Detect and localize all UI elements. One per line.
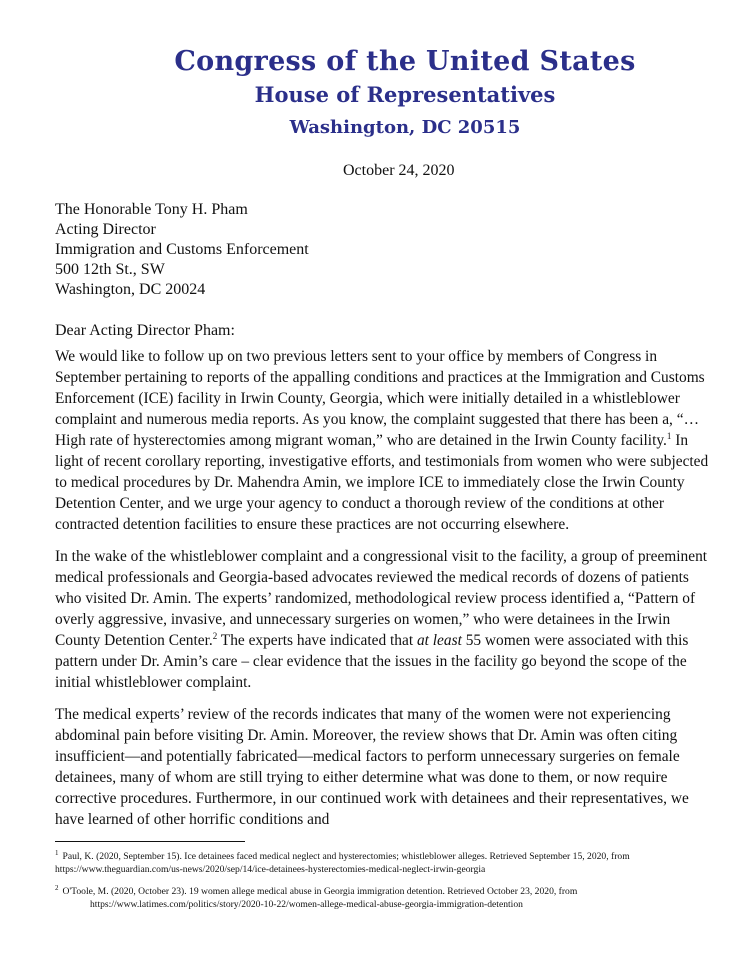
letter-date: October 24, 2020: [343, 162, 455, 179]
footnote-ref-1: 1: [666, 430, 672, 441]
footnote-1: [55, 848, 715, 876]
footnote-ref-2: 2: [212, 630, 218, 641]
paragraph-2: In the wake of the whistleblower complaint and a congressional visit to the facility, a group of preeminent medical professionals and Georgia-based advocates reviewed the medical records of dozens of patients who visited Dr. Amin. The experts’ randomized, methodological review process identified a, “Pattern of overly aggressive, invasive, and unnecessary surgeries on women,” who were detainees in the Irwin County Detention Center.$^2$ The experts have indicated that at least 55 women were associated with this pattern under Dr. Amin’s care – clear evidence that the issues in the facility go beyond the scope of the initial whistleblower complaint.: [55, 548, 708, 691]
footnote-number: 2: [55, 883, 59, 892]
letter-body: [55, 346, 710, 841]
recipient-street: 500 12th St., SW: [55, 261, 165, 278]
letterhead: [0, 44, 750, 142]
footnote-url: https://www.latimes.com/politics/story/2020-10-22/women-allege-medical-abuse-georgia-immigration-detention: [90, 898, 523, 910]
salutation: Dear Acting Director Pham:: [55, 322, 235, 339]
recipient-name: The Honorable Tony H. Pham: [55, 201, 248, 218]
emphasis-at-least: at least: [416, 632, 462, 649]
footnote-number: 1: [55, 848, 59, 857]
letterhead-house: House of Representatives: [254, 82, 556, 107]
footnote-divider: [55, 841, 245, 842]
recipient-title: Acting Director: [55, 221, 156, 238]
recipient-city: Washington, DC 20024: [55, 281, 206, 298]
letterhead-congress: Congress of the United States: [174, 46, 636, 77]
paragraph-1: We would like to follow up on two previous letters sent to your office by members of Congress in September pertaining to reports of the appalling conditions and practices at the Immigration and Customs Enforcement (ICE) facility in Irwin County, Georgia, which were initially detailed in a whistleblower complaint and numerous media reports. As you know, the complaint suggested that there has been a, “… High rate of hysterectomies among migrant woman,” who are detained in the Irwin County facility.$^1$ In light of recent corollary reporting, investigative efforts, and testimonials from women who were subjected to medical procedures by Dr. Mahendra Amin, we implore ICE to immediately close the Irwin County Detention Center, and we urge your agency to conduct a thorough review of the conditions at other contracted detention facilities to ensure these practices are not occurring elsewhere.: [55, 348, 709, 533]
letterhead-address: Washington, DC 20515: [289, 117, 521, 138]
footnotes: [55, 848, 715, 921]
paragraph-3: The medical experts’ review of the records indicates that many of the women were not experiencing abdominal pain before visiting Dr. Amin. Moreover, the review shows that Dr. Amin was often citing insufficient—and potentially fabricated—medical factors to perform unnecessary surgeries on female detainees, many of whom are still trying to either determine what was done to them, or now require corrective procedures. Furthermore, in our continued work with detainees and their representatives, we have learned of other horrific conditions and: [55, 706, 689, 828]
recipient-address: [55, 200, 309, 300]
footnote-text: O'Toole, M. (2020, October 23). 19 women allege medical abuse in Georgia immigration detention. Retrieved October 23, 2020, from: [62, 886, 578, 897]
recipient-agency: Immigration and Customs Enforcement: [55, 241, 309, 258]
footnote-text: Paul, K. (2020, September 15). Ice detainees faced medical neglect and hysterectomies; whistleblower alleges. Retrieved September 15, 2020, from https://www.theguardian.com/us-news/2020/sep/14/ice-detainees-hysterectomies-medical-neglect-irwin-georgia: [55, 851, 630, 875]
footnote-2: [55, 883, 715, 911]
